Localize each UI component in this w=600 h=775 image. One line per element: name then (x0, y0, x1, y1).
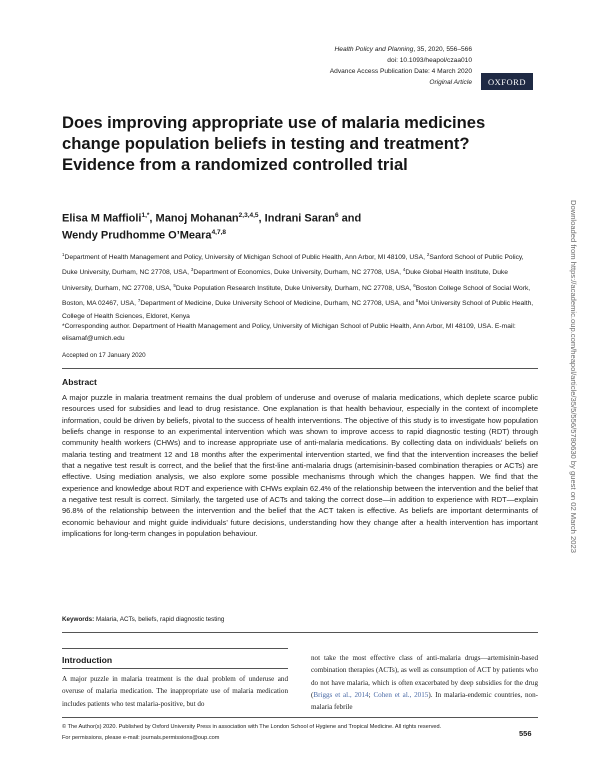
copyright-footer (62, 722, 462, 743)
affiliations: $^1$Department of Health Management and Policy, University of Michigan School of Public Health, Ann Arbor, MI 48109, USA, $^2$Sanford School of Public Policy, Duke University, Durham, NC 27708, USA, $^3$Department of Economics, Duke University, Durham, NC 27708, USA, $^4$Duke Global Health Institute, Duke University, Durham, NC 27708, USA, $^5$Duke Population Research Institute, Duke University, Durham, NC 27708, USA, $^6$Boston College School of Social Work, Boston, MA 02467, USA, $^7$Department of Medicine, Duke University School of Medicine, Durham, NC 27708, USA, and $^8$Moi University School of Public Health, College of Health Sciences, Eldoret, Kenya (62, 252, 534, 320)
copyright-line: © The Author(s) 2020. Published by Oxford University Press in association with The London School of Hygiene and Tropical Medicine. All rights reserved. (62, 724, 442, 730)
article-title: Does improving appropriate use of malaria medicines change population beliefs in testing and treatment? Evidence from a randomized controlled trial (62, 113, 486, 174)
author-3[interactable]: Indrani Saran (264, 212, 335, 225)
keywords-bottom-rule (62, 632, 538, 633)
download-stamp-text: Downloaded from https://academic.oup.com/heapol/article/35/5/556/5780630 by guest on 02 March 2023 (569, 200, 578, 553)
keywords: Keywords: Malaria, ACTs, beliefs, rapid diagnostic testing (62, 616, 225, 623)
article-type: Original Article (429, 79, 472, 86)
oxford-logo: OXFORD (481, 73, 533, 90)
author-2-affil: 2,3,4,5 (238, 212, 259, 219)
permissions-line: For permissions, please e-mail: journals.permissions@oup.com (62, 734, 220, 741)
intro-right-column: not take the most effective class of anti-malaria drugs—artemisinin-based combination therapies (ACTs), as well as consumption of ACT by patients who do not have malaria, which is often exacerbated by deep subsidies for the drug (Briggs et al., 2014; Cohen et al., 2015). In malaria-endemic countries, non-malaria febrile (311, 654, 538, 712)
abstract-text: A major puzzle in malaria treatment remains the dual problem of underuse and overuse of malaria medications, which deplete scarce public resources used for subsidies and lead to drug resistance. One explanation is that health behaviour, especially in the context of incomplete information, could be driven by beliefs, pivotal to the success of health interventions. The objective of this study is to investigate how population beliefs change in response to an experimental intervention which was shown to improve access to rapid diagnostic testing (RDT) through community health workers (CHWs) and to increase appropriate use of anti-malaria medications. By collecting data on individuals’ beliefs on malaria testing and treatment 12 and 18 months after the experimental intervention started, we find that the intervention increases the belief that a negative test result is correct, and the belief that the first-line anti-malaria drugs (artemisinin-based combination therapies or ACTs) are effective. Using mediation analysis, we also explore some possible mechanisms through which the changes happen. We find that the experience and knowledge about RDT and experience with CHWs explain 62.4% of the relationship between the intervention and the belief that a negative test result is correct. Similarly, the targeted use of ACTs and taking the correct dose—in addition to experience with RDT—explain 96.8% of the relationship between the intervention and the belief that the ACT taken is effective. As beliefs are important determinants of economic behaviour and might guide individuals’ future decisions, understanding how they change after a health intervention has important implications for long-term changes in population behaviour. (62, 393, 538, 539)
advance-access-date: Advance Access Publication Date: 4 March 2020 (329, 68, 472, 75)
intro-top-rule (62, 648, 288, 649)
doi[interactable]: doi: 10.1093/heapol/czaa010 (387, 57, 472, 64)
footer-rule (62, 717, 538, 718)
corresponding-author: *Corresponding author. Department of Health Management and Policy, University of Michigan School of Public Health, Ann Arbor, MI 48109, USA. E-mail: elisamaf@umich.edu (62, 323, 516, 343)
author-4[interactable]: Wendy Prudhomme O’Meara (62, 229, 212, 242)
journal-name: Health Policy and Planning (334, 46, 414, 53)
accepted-date: Accepted on 17 January 2020 (62, 352, 146, 359)
author-2[interactable]: Manoj Mohanan (155, 212, 239, 225)
author-1[interactable]: Elisa M Maffioli (62, 212, 142, 225)
intro-heading-rule (62, 668, 288, 669)
author-4-affil: 4,7,8 (211, 229, 227, 237)
intro-left-column: A major puzzle in malaria treatment is the dual problem of underuse and overuse of malaria medication. The inappropriate use of malaria medication includes patients who test malaria-positive, but do (62, 675, 288, 708)
abstract-heading: Abstract (62, 377, 97, 387)
page-number: 556 (519, 729, 532, 738)
corresponding-marker: * (146, 212, 150, 219)
author-list: Elisa M Maffioli$^{1,*}$, Manoj Mohanan$^{2,3,4,5}$, Indrani Saran$^6$ and Wendy Prudhomme O’Meara$^{4,7,8}$ (62, 212, 362, 242)
journal-meta (212, 44, 472, 88)
author-1-affil: 1, (141, 212, 147, 219)
abstract-top-rule (62, 368, 538, 369)
citation-link[interactable]: Briggs et al., 2014 (313, 690, 369, 699)
citation-link[interactable]: Cohen et al., 2015 (373, 690, 429, 699)
journal-citation: , 35, 2020, 556–566 (413, 46, 472, 53)
introduction-heading: Introduction (62, 655, 113, 665)
author-3-affil: 6 (334, 212, 339, 219)
